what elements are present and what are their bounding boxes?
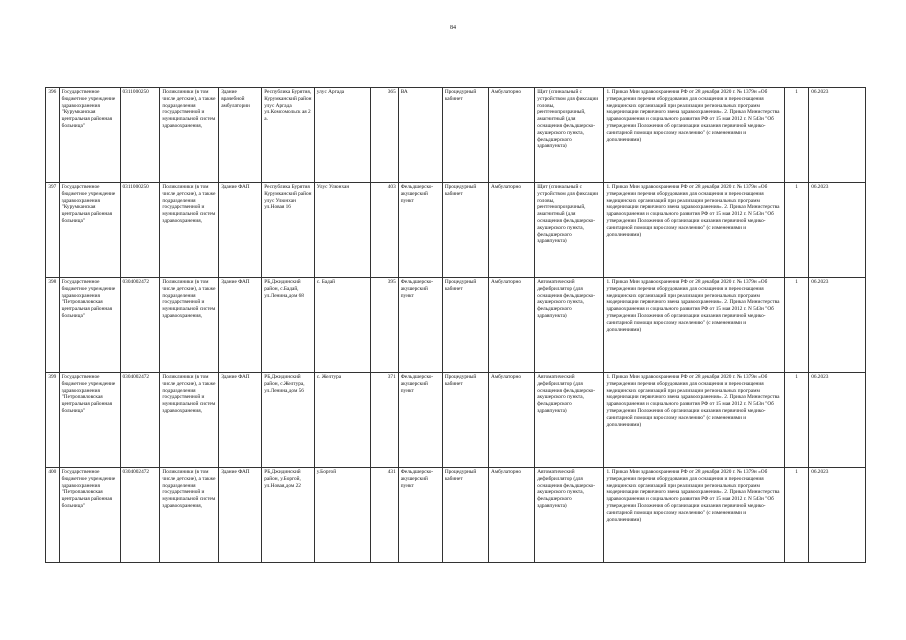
cell-quantity: 1 [785, 468, 809, 563]
cell-room: Процедурный кабинет [442, 373, 488, 468]
cell-building: Здание ФАП [219, 278, 262, 373]
cell-no: 400 [46, 468, 60, 563]
cell-care-type: Амбулаторно [489, 373, 535, 468]
cell-care-type: Амбулаторно [489, 88, 535, 183]
cell-equipment: Автоматический дефибриллятор (для оснащения фельдшерско-акушерского пункта, фельдшерского здравпункта) [535, 278, 604, 373]
cell-date: 06.2023 [809, 88, 866, 183]
cell-scope: Поликлиники (в том числе детские), а также подразделения государственной и муниципальной систем здравоохранения, [160, 278, 219, 373]
cell-organization: Государственное бюджетное учреждение здравоохранения "Петропавловская центральная районная больница" [59, 373, 120, 468]
cell-settlement: Улус Улюнхан [314, 183, 371, 278]
table-row [46, 278, 866, 373]
cell-unit: Фельдшерско-акушерский пункт [398, 468, 442, 563]
cell-scope: Поликлиники (в том числе детские), а также подразделения государственной и муниципальной систем здравоохранения, [160, 468, 219, 563]
cell-code: 0311000250 [120, 88, 160, 183]
cell-settlement: у.Боргой [314, 468, 371, 563]
cell-equipment: Щит (спинальный с устройством для фиксации головы, рентгенопрозрачный, амагнитный (для оснащения фельдшерско-акушерского пункта, фельдшерского здравпункта) [535, 183, 604, 278]
cell-quantity: 1 [785, 88, 809, 183]
cell-room: Процедурный кабинет [442, 88, 488, 183]
table-row [46, 183, 866, 278]
cell-population: 365 [371, 88, 398, 183]
cell-equipment: Автоматический дефибриллятор (для оснащения фельдшерско-акушерского пункта, фельдшерского здравпункта) [535, 373, 604, 468]
cell-settlement: улус Аргада [314, 88, 371, 183]
cell-equipment: Автоматический дефибриллятор (для оснащения фельдшерско-акушерского пункта, фельдшерского здравпункта) [535, 468, 604, 563]
cell-scope: Поликлиники (в том числе детские), а также подразделения государственной и муниципальной систем здравоохранения, [160, 183, 219, 278]
cell-room: Процедурный кабинет [442, 278, 488, 373]
cell-address: РБ,Джидинский район, с.Желтура, ул.Ленина,дом 56 [262, 373, 314, 468]
cell-room: Процедурный кабинет [442, 468, 488, 563]
page-number: 84 [450, 25, 456, 31]
cell-building: Здание ФАП [219, 468, 262, 563]
cell-population: 395 [371, 278, 398, 373]
cell-building: Здание ФАП [219, 373, 262, 468]
cell-date: 06.2023 [809, 373, 866, 468]
table-row [46, 468, 866, 563]
table-row [46, 88, 866, 183]
table-row [46, 373, 866, 468]
cell-no: 399 [46, 373, 60, 468]
cell-quantity: 1 [785, 183, 809, 278]
cell-settlement: с. Желтура [314, 373, 371, 468]
cell-quantity: 1 [785, 278, 809, 373]
cell-basis: 1. Приказ Мин здравоохранения РФ от 28 декабря 2020 г. № 1379н «Об утверждении перечня оборудования для оснащения и переоснащения медицинских организаций при реализации региональных программ модернизации первичного звена здравоохранения». 2. Приказ Министерства здравоохранения и социального развития РФ от 15 мая 2012 г. N 543н "Об утверждении Положения об организации оказания первичной медико-санитарной помощи взрослому населению" (с изменениями и дополнениями) [604, 183, 785, 278]
cell-code: 0311000250 [120, 183, 160, 278]
cell-code: 0304002472 [120, 373, 160, 468]
cell-code: 0304002472 [120, 468, 160, 563]
cell-date: 06.2023 [809, 468, 866, 563]
cell-address: РБ,Джидинский район, с.Бадай, ул.Ленина,дом 68 [262, 278, 314, 373]
cell-unit: Фельдшерско-акушерский пункт [398, 278, 442, 373]
cell-settlement: с. Бадай [314, 278, 371, 373]
cell-no: 398 [46, 278, 60, 373]
cell-care-type: Амбулаторно [489, 278, 535, 373]
cell-unit: Фельдшерско-акушерский пункт [398, 183, 442, 278]
cell-care-type: Амбулаторно [489, 183, 535, 278]
cell-quantity: 1 [785, 373, 809, 468]
cell-address: РБ,Джидинский район, у.Боргой, ул.Новая,дом 22 [262, 468, 314, 563]
cell-organization: Государственное бюджетное учреждение здравоохранения "Петропавловская центральная районная больница" [59, 468, 120, 563]
cell-building: Здание ФАП [219, 183, 262, 278]
cell-scope: Поликлиники (в том числе детские), а также подразделения государственной и муниципальной систем здравоохранения, [160, 88, 219, 183]
cell-unit: Фельдшерско-акушерский пункт [398, 373, 442, 468]
cell-room: Процедурный кабинет [442, 183, 488, 278]
cell-address: Республика Бурятия, Курумканский район улус Аргада ул.Комсомольск ая 2 а. [262, 88, 314, 183]
cell-basis: 1. Приказ Мин здравоохранения РФ от 28 декабря 2020 г. № 1379н «Об утверждении перечня оборудования для оснащения и переоснащения медицинских организаций при реализации региональных программ модернизации первичного звена здравоохранения». 2. Приказ Министерства здравоохранения и социального развития РФ от 15 мая 2012 г. N 543н "Об утверждении Положения об организации оказания первичной медико-санитарной помощи взрослому населению" (с изменениями и дополнениями) [604, 468, 785, 563]
cell-organization: Государственное бюджетное учреждение здравоохранения "Курумканская центральная районная больница" [59, 183, 120, 278]
cell-population: 371 [371, 373, 398, 468]
cell-scope: Поликлиники (в том числе детские), а также подразделения государственной и муниципальной систем здравоохранения, [160, 373, 219, 468]
cell-population: 403 [371, 183, 398, 278]
cell-no: 397 [46, 183, 60, 278]
cell-organization: Государственное бюджетное учреждение здравоохранения "Петропавловская центральная районная больница" [59, 278, 120, 373]
cell-code: 0304002472 [120, 278, 160, 373]
equipment-register-table [45, 87, 866, 563]
cell-address: Республика Бурятия Курумканский район улус Улюнхан ул.Новая 16 [262, 183, 314, 278]
cell-building: Здание врачебной амбулатории [219, 88, 262, 183]
cell-basis: 1. Приказ Мин здравоохранения РФ от 28 декабря 2020 г. № 1379н «Об утверждении перечня оборудования для оснащения и переоснащения медицинских организаций при реализации региональных программ модернизации первичного звена здравоохранения». 2. Приказ Министерства здравоохранения и социального развития РФ от 15 мая 2012 г. N 543н "Об утверждении Положения об организации оказания первичной медико-санитарной помощи взрослому населению" (с изменениями и дополнениями) [604, 373, 785, 468]
cell-basis: 1. Приказ Мин здравоохранения РФ от 28 декабря 2020 г. № 1379н «Об утверждении перечня оборудования для оснащения и переоснащения медицинских организаций при реализации региональных программ модернизации первичного звена здравоохранения». 2. Приказ Министерства здравоохранения и социального развития РФ от 15 мая 2012 г. N 543н "Об утверждении Положения об организации оказания первичной медико-санитарной помощи взрослому населению" (с изменениями и дополнениями) [604, 88, 785, 183]
cell-date: 06.2023 [809, 183, 866, 278]
cell-no: 396 [46, 88, 60, 183]
cell-care-type: Амбулаторно [489, 468, 535, 563]
cell-basis: 1. Приказ Мин здравоохранения РФ от 28 декабря 2020 г. № 1379н «Об утверждении перечня оборудования для оснащения и переоснащения медицинских организаций при реализации региональных программ модернизации первичного звена здравоохранения». 2. Приказ Министерства здравоохранения и социального развития РФ от 15 мая 2012 г. N 543н "Об утверждении Положения об организации оказания первичной медико-санитарной помощи взрослому населению" (с изменениями и дополнениями) [604, 278, 785, 373]
cell-unit: ВА [398, 88, 442, 183]
cell-date: 06.2023 [809, 278, 866, 373]
cell-population: 431 [371, 468, 398, 563]
cell-organization: Государственное бюджетное учреждение здравоохранения "Курумканская центральная районная больница" [59, 88, 120, 183]
cell-equipment: Щит (спинальный с устройством для фиксации головы, рентгенопрозрачный, амагнитный (для оснащения фельдшерско-акушерского пункта, фельдшерского здравпункта) [535, 88, 604, 183]
